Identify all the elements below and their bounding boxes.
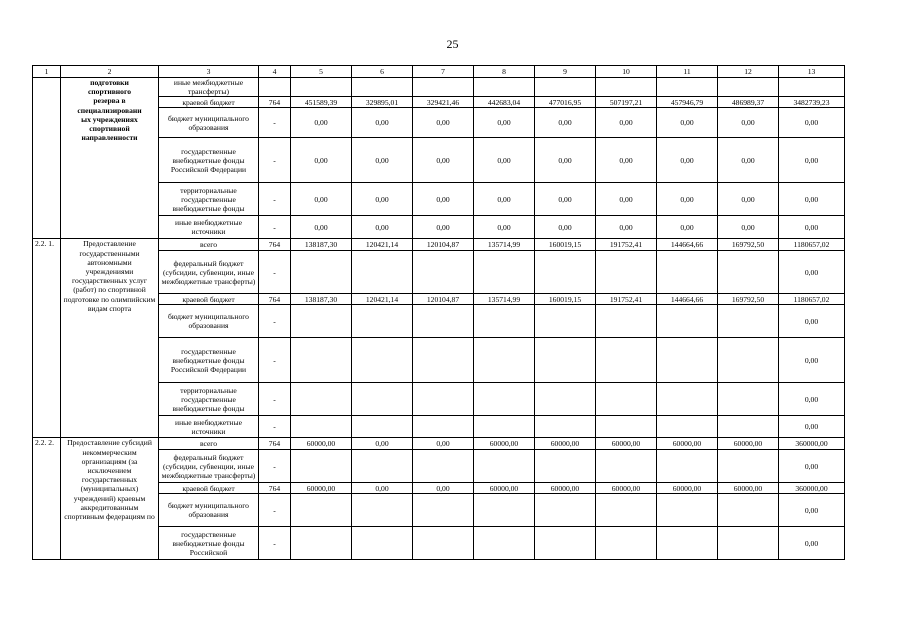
value-cell — [413, 450, 474, 483]
value-cell — [474, 450, 535, 483]
value-cell — [657, 305, 718, 338]
source-cell: государственные внебюджетные фонды Российской — [159, 527, 259, 560]
code-cell: - — [259, 383, 291, 416]
value-cell: 135714,99 — [474, 239, 535, 251]
value-cell: 0,00 — [657, 138, 718, 183]
value-cell: 120104,87 — [413, 239, 474, 251]
header-cell: 2 — [61, 66, 159, 78]
code-cell: - — [259, 108, 291, 138]
name-line: ых учреждениях — [81, 114, 138, 124]
value-cell — [352, 527, 413, 560]
source-cell: государственные внебюджетные фонды Российской Федерации — [159, 138, 259, 183]
value-cell: 486989,37 — [718, 97, 779, 108]
value-cell: 135714,99 — [474, 294, 535, 305]
value-cell: 0,00 — [718, 108, 779, 138]
code-cell: 764 — [259, 294, 291, 305]
value-cell — [474, 527, 535, 560]
value-cell — [657, 450, 718, 483]
value-cell — [535, 450, 596, 483]
header-cell: 4 — [259, 66, 291, 78]
name-line: специализировани — [77, 105, 142, 115]
value-cell — [596, 305, 657, 338]
value-cell: 144664,66 — [657, 239, 718, 251]
header-cell: 5 — [291, 66, 352, 78]
value-cell: 0,00 — [291, 108, 352, 138]
value-cell: 138187,30 — [291, 294, 352, 305]
value-cell: 3482739,23 — [779, 97, 845, 108]
value-cell: 451589,39 — [291, 97, 352, 108]
source-cell: краевой бюджет — [159, 97, 259, 108]
value-cell: 329895,01 — [352, 97, 413, 108]
code-cell: - — [259, 450, 291, 483]
value-cell — [474, 494, 535, 527]
value-cell — [352, 450, 413, 483]
value-cell — [657, 494, 718, 527]
code-cell: - — [259, 416, 291, 438]
value-cell — [352, 416, 413, 438]
value-cell — [474, 78, 535, 97]
value-cell — [718, 305, 779, 338]
value-cell: 0,00 — [413, 138, 474, 183]
value-cell — [596, 416, 657, 438]
value-cell: 457946,79 — [657, 97, 718, 108]
value-cell: 0,00 — [779, 338, 845, 383]
value-cell — [352, 338, 413, 383]
value-cell: 0,00 — [352, 183, 413, 216]
value-cell — [657, 251, 718, 294]
source-cell: бюджет муниципального образования — [159, 494, 259, 527]
code-cell: - — [259, 251, 291, 294]
value-cell — [718, 338, 779, 383]
header-cell: 13 — [779, 66, 845, 78]
value-cell — [535, 251, 596, 294]
name-cell — [61, 78, 159, 239]
value-cell: 507197,21 — [596, 97, 657, 108]
value-cell: 329421,46 — [413, 97, 474, 108]
value-cell: 191752,41 — [596, 294, 657, 305]
value-cell: 0,00 — [779, 138, 845, 183]
name-line: спортивного — [87, 87, 132, 97]
value-cell — [718, 78, 779, 97]
value-cell: 0,00 — [535, 216, 596, 239]
value-cell — [718, 416, 779, 438]
source-cell: бюджет муниципального образования — [159, 305, 259, 338]
value-cell — [474, 305, 535, 338]
value-cell — [291, 251, 352, 294]
source-cell: всего — [159, 239, 259, 251]
value-cell: 0,00 — [779, 494, 845, 527]
value-cell — [413, 78, 474, 97]
value-cell: 1180657,02 — [779, 239, 845, 251]
header-cell: 11 — [657, 66, 718, 78]
value-cell: 0,00 — [779, 416, 845, 438]
value-cell: 0,00 — [352, 216, 413, 239]
value-cell — [352, 78, 413, 97]
code-cell: 764 — [259, 97, 291, 108]
value-cell: 0,00 — [718, 183, 779, 216]
source-cell: бюджет муниципального образования — [159, 108, 259, 138]
value-cell: 0,00 — [413, 108, 474, 138]
value-cell — [474, 338, 535, 383]
source-cell: территориальные государственные внебюджетные фонды — [159, 383, 259, 416]
value-cell — [535, 383, 596, 416]
code-cell: - — [259, 494, 291, 527]
header-cell: 3 — [159, 66, 259, 78]
value-cell: 60000,00 — [718, 483, 779, 494]
value-cell: 0,00 — [413, 216, 474, 239]
header-cell: 1 — [33, 66, 61, 78]
value-cell — [413, 383, 474, 416]
value-cell: 0,00 — [291, 138, 352, 183]
value-cell: 60000,00 — [596, 438, 657, 450]
code-cell: 764 — [259, 483, 291, 494]
value-cell: 120421,14 — [352, 294, 413, 305]
value-cell — [535, 305, 596, 338]
value-cell: 60000,00 — [535, 483, 596, 494]
source-cell: иные внебюджетные источники — [159, 416, 259, 438]
value-cell — [352, 383, 413, 416]
code-cell: - — [259, 216, 291, 239]
source-cell: государственные внебюджетные фонды Российской Федерации — [159, 338, 259, 383]
value-cell — [657, 78, 718, 97]
code-cell: 764 — [259, 438, 291, 450]
table-row — [33, 438, 845, 450]
value-cell: 144664,66 — [657, 294, 718, 305]
value-cell: 60000,00 — [291, 483, 352, 494]
value-cell — [718, 251, 779, 294]
value-cell: 0,00 — [779, 183, 845, 216]
value-cell — [291, 450, 352, 483]
value-cell: 0,00 — [596, 138, 657, 183]
value-cell: 60000,00 — [657, 438, 718, 450]
value-cell: 1180657,02 — [779, 294, 845, 305]
value-cell — [352, 305, 413, 338]
value-cell: 138187,30 — [291, 239, 352, 251]
value-cell — [413, 527, 474, 560]
table-row — [33, 78, 845, 97]
value-cell: 0,00 — [474, 183, 535, 216]
value-cell: 0,00 — [413, 483, 474, 494]
value-cell — [291, 338, 352, 383]
value-cell — [718, 383, 779, 416]
budget-table — [32, 65, 845, 560]
value-cell — [657, 416, 718, 438]
value-cell — [291, 78, 352, 97]
value-cell: 0,00 — [535, 108, 596, 138]
value-cell — [596, 251, 657, 294]
code-cell: - — [259, 305, 291, 338]
code-cell: 764 — [259, 239, 291, 251]
value-cell — [596, 450, 657, 483]
value-cell — [718, 527, 779, 560]
value-cell: 60000,00 — [657, 483, 718, 494]
value-cell: 160019,15 — [535, 294, 596, 305]
page-number: 25 — [446, 37, 459, 51]
table-row — [33, 239, 845, 251]
value-cell: 0,00 — [657, 183, 718, 216]
name-line: резерва в — [93, 96, 126, 106]
value-cell: 60000,00 — [474, 483, 535, 494]
header-cell: 9 — [535, 66, 596, 78]
value-cell: 191752,41 — [596, 239, 657, 251]
value-cell: 60000,00 — [535, 438, 596, 450]
value-cell — [291, 383, 352, 416]
value-cell: 0,00 — [779, 251, 845, 294]
source-cell: краевой бюджет — [159, 294, 259, 305]
value-cell: 0,00 — [535, 183, 596, 216]
value-cell — [535, 494, 596, 527]
value-cell — [291, 416, 352, 438]
value-cell: 0,00 — [474, 138, 535, 183]
value-cell — [718, 494, 779, 527]
value-cell: 0,00 — [474, 108, 535, 138]
value-cell — [596, 527, 657, 560]
value-cell — [413, 305, 474, 338]
value-cell: 0,00 — [779, 216, 845, 239]
value-cell: 0,00 — [779, 383, 845, 416]
value-cell: 0,00 — [596, 216, 657, 239]
header-cell: 10 — [596, 66, 657, 78]
value-cell: 0,00 — [352, 483, 413, 494]
value-cell: 0,00 — [779, 108, 845, 138]
value-cell — [413, 338, 474, 383]
value-cell: 0,00 — [413, 438, 474, 450]
value-cell — [657, 338, 718, 383]
value-cell: 0,00 — [352, 108, 413, 138]
value-cell — [596, 494, 657, 527]
value-cell — [291, 527, 352, 560]
source-cell: краевой бюджет — [159, 483, 259, 494]
value-cell — [718, 450, 779, 483]
value-cell: 360000,00 — [779, 483, 845, 494]
value-cell — [291, 305, 352, 338]
code-cell: - — [259, 338, 291, 383]
code-cell — [259, 78, 291, 97]
source-cell: всего — [159, 438, 259, 450]
value-cell: 442683,04 — [474, 97, 535, 108]
value-cell — [596, 78, 657, 97]
value-cell: 0,00 — [779, 450, 845, 483]
value-cell — [474, 251, 535, 294]
name-line: подготовки — [90, 78, 129, 87]
header-row — [33, 66, 845, 78]
value-cell — [474, 416, 535, 438]
source-cell: федеральный бюджет (субсидии, субвенции, иные межбюджетные трансферты) — [159, 450, 259, 483]
value-cell — [413, 251, 474, 294]
source-cell: федеральный бюджет (субсидии, субвенции, иные межбюджетные трансферты) — [159, 251, 259, 294]
value-cell — [596, 338, 657, 383]
value-cell: 120104,87 — [413, 294, 474, 305]
value-cell: 0,00 — [352, 438, 413, 450]
value-cell — [535, 527, 596, 560]
value-cell: 0,00 — [657, 108, 718, 138]
value-cell — [596, 383, 657, 416]
value-cell: 60000,00 — [474, 438, 535, 450]
value-cell — [291, 494, 352, 527]
value-cell: 477016,95 — [535, 97, 596, 108]
value-cell: 0,00 — [779, 527, 845, 560]
name-cell: Предоставление государственными автономными учреждениями государственных услуг (работ) по спортивной подготовке по олимпийским видам спорта — [61, 239, 159, 438]
value-cell — [413, 494, 474, 527]
value-cell: 0,00 — [718, 138, 779, 183]
value-cell: 0,00 — [657, 216, 718, 239]
value-cell — [474, 383, 535, 416]
source-cell: иные внебюджетные источники — [159, 216, 259, 239]
value-cell: 60000,00 — [596, 483, 657, 494]
header-cell: 8 — [474, 66, 535, 78]
value-cell: 0,00 — [779, 305, 845, 338]
code-cell: - — [259, 527, 291, 560]
name-cell: Предоставление субсидий некоммерческим организациям (за исключением государственных (муниципальных) учреждений) краевым аккредитованным спортивным федерациям по — [61, 438, 159, 560]
value-cell: 0,00 — [413, 183, 474, 216]
value-cell — [535, 338, 596, 383]
name-line: спортивной — [89, 124, 130, 134]
value-cell: 0,00 — [596, 183, 657, 216]
source-cell: иные межбюджетные трансферты) — [159, 78, 259, 97]
code-cell: - — [259, 138, 291, 183]
name-line: направленности — [81, 133, 138, 143]
value-cell — [413, 416, 474, 438]
number-cell: 2.2. 2. — [33, 438, 61, 560]
header-cell: 12 — [718, 66, 779, 78]
value-cell: 120421,14 — [352, 239, 413, 251]
value-cell: 169792,50 — [718, 239, 779, 251]
value-cell: 0,00 — [291, 183, 352, 216]
number-cell — [33, 78, 61, 239]
value-cell: 160019,15 — [535, 239, 596, 251]
value-cell: 0,00 — [535, 138, 596, 183]
value-cell — [535, 78, 596, 97]
code-cell: - — [259, 183, 291, 216]
source-cell: территориальные государственные внебюджетные фонды — [159, 183, 259, 216]
value-cell — [657, 527, 718, 560]
value-cell: 0,00 — [718, 216, 779, 239]
value-cell: 0,00 — [291, 216, 352, 239]
value-cell: 0,00 — [352, 138, 413, 183]
number-cell: 2.2. 1. — [33, 239, 61, 438]
value-cell — [779, 78, 845, 97]
value-cell: 60000,00 — [718, 438, 779, 450]
header-cell: 6 — [352, 66, 413, 78]
value-cell: 0,00 — [474, 216, 535, 239]
value-cell: 169792,50 — [718, 294, 779, 305]
value-cell: 0,00 — [596, 108, 657, 138]
header-cell: 7 — [413, 66, 474, 78]
value-cell — [352, 494, 413, 527]
value-cell — [352, 251, 413, 294]
value-cell — [657, 383, 718, 416]
value-cell: 60000,00 — [291, 438, 352, 450]
value-cell: 360000,00 — [779, 438, 845, 450]
value-cell — [535, 416, 596, 438]
